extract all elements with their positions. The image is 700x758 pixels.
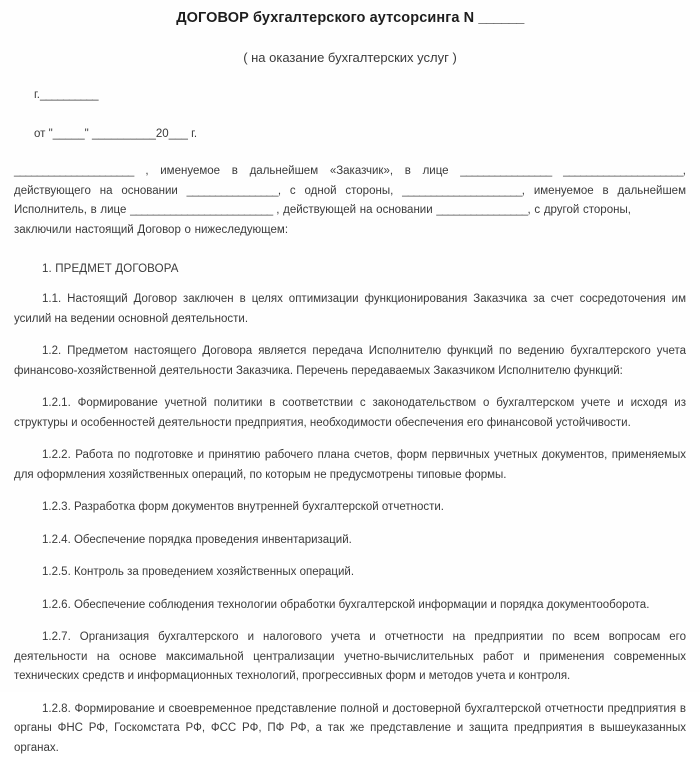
party-blank-3: _____________________	[563, 165, 683, 177]
section-heading-1: 1. ПРЕДМЕТ ДОГОВОРА	[14, 240, 686, 277]
city-line	[14, 66, 686, 103]
document-title	[14, 0, 686, 27]
clause-1-1: 1.1. Настоящий Договор заключен в целях оптимизации функционирования Заказчика за счет сосредоточения им усилий на ведении основной деятельности.	[14, 277, 686, 329]
document-number-blank: ______	[478, 10, 523, 26]
clause-1-2-2: 1.2.2. Работа по подготовке и принятию рабочего плана счетов, форм первичных учетных документов, применяемых для оформления хозяйственных операций, по которым не предусмотрены типовые формы.	[14, 433, 686, 485]
parties-text-2b: , с одной стороны,	[278, 185, 393, 197]
party-blank-6: _________________________	[130, 204, 272, 216]
parties-text-4: , действующей на основании	[276, 204, 432, 216]
document-subtitle: ( на оказание бухгалтерских услуг )	[14, 27, 686, 66]
document-title-text: ДОГОВОР бухгалтерского аутсорсинга N	[176, 10, 474, 26]
clause-1-2-6: 1.2.6. Обеспечение соблюдения технологии обработки бухгалтерской информации и порядка документооборота.	[14, 583, 686, 616]
parties-text-3: , именуемое в дальнейшем Исполнитель, в лице	[14, 185, 686, 217]
parties-conclusion: заключили настоящий Договор о нижеследующем:	[14, 221, 686, 241]
clause-1-2-5: 1.2.5. Контроль за проведением хозяйственных операций.	[14, 550, 686, 583]
party-blank-2: ________________	[460, 165, 551, 177]
parties-text-2: , действующего на основании	[14, 165, 686, 197]
party-blank-1: _____________________	[14, 165, 134, 177]
clause-1-2-8: 1.2.8. Формирование и своевременное представление полной и достоверной бухгалтерской отчетности предприятия в органы ФНС РФ, Госкомстата РФ, ФСС РФ, ПФ РФ, а так же представление и защита предприятия в вышеуказанных органах.	[14, 687, 686, 758]
party-blank-5: _____________________	[402, 185, 522, 197]
clause-1-2-3: 1.2.3. Разработка форм документов внутренней бухгалтерской отчетности.	[14, 485, 686, 518]
city-label: г.	[34, 89, 40, 101]
parties-text-4b: , с другой стороны,	[528, 204, 631, 216]
clause-1-2-1: 1.2.1. Формирование учетной политики в соответствии с законодательством о бухгалтерском учете и исходя из структуры и особенностей деятельности предприятия, необходимости обеспечения его финансовой устойчивости.	[14, 381, 686, 433]
party-blank-4: ________________	[187, 185, 278, 197]
clause-1-2-4: 1.2.4. Обеспечение порядка проведения инвентаризаций.	[14, 518, 686, 551]
parties-block	[14, 142, 686, 221]
clause-1-2-7: 1.2.7. Организация бухгалтерского и налогового учета и отчетности на предприятии по всем вопросам его деятельности на основе максимальной централизации учетно-вычислительных работ и применения современных технических средств и информационных технологий, прогрессивных форм и методов учета и контроля.	[14, 615, 686, 687]
clause-1-2: 1.2. Предметом настоящего Договора является передача Исполнителю функций по ведению бухгалтерского учета финансово-хозяйственной деятельности Заказчика. Перечень передаваемых Заказчиком Исполнителю функций:	[14, 329, 686, 381]
city-blank: __________	[40, 89, 98, 101]
date-line: от "_____" __________20___ г.	[14, 103, 686, 142]
party-blank-7: ________________	[436, 204, 527, 216]
parties-text-1: , именуемое в дальнейшем «Заказчик», в лице	[145, 165, 448, 177]
